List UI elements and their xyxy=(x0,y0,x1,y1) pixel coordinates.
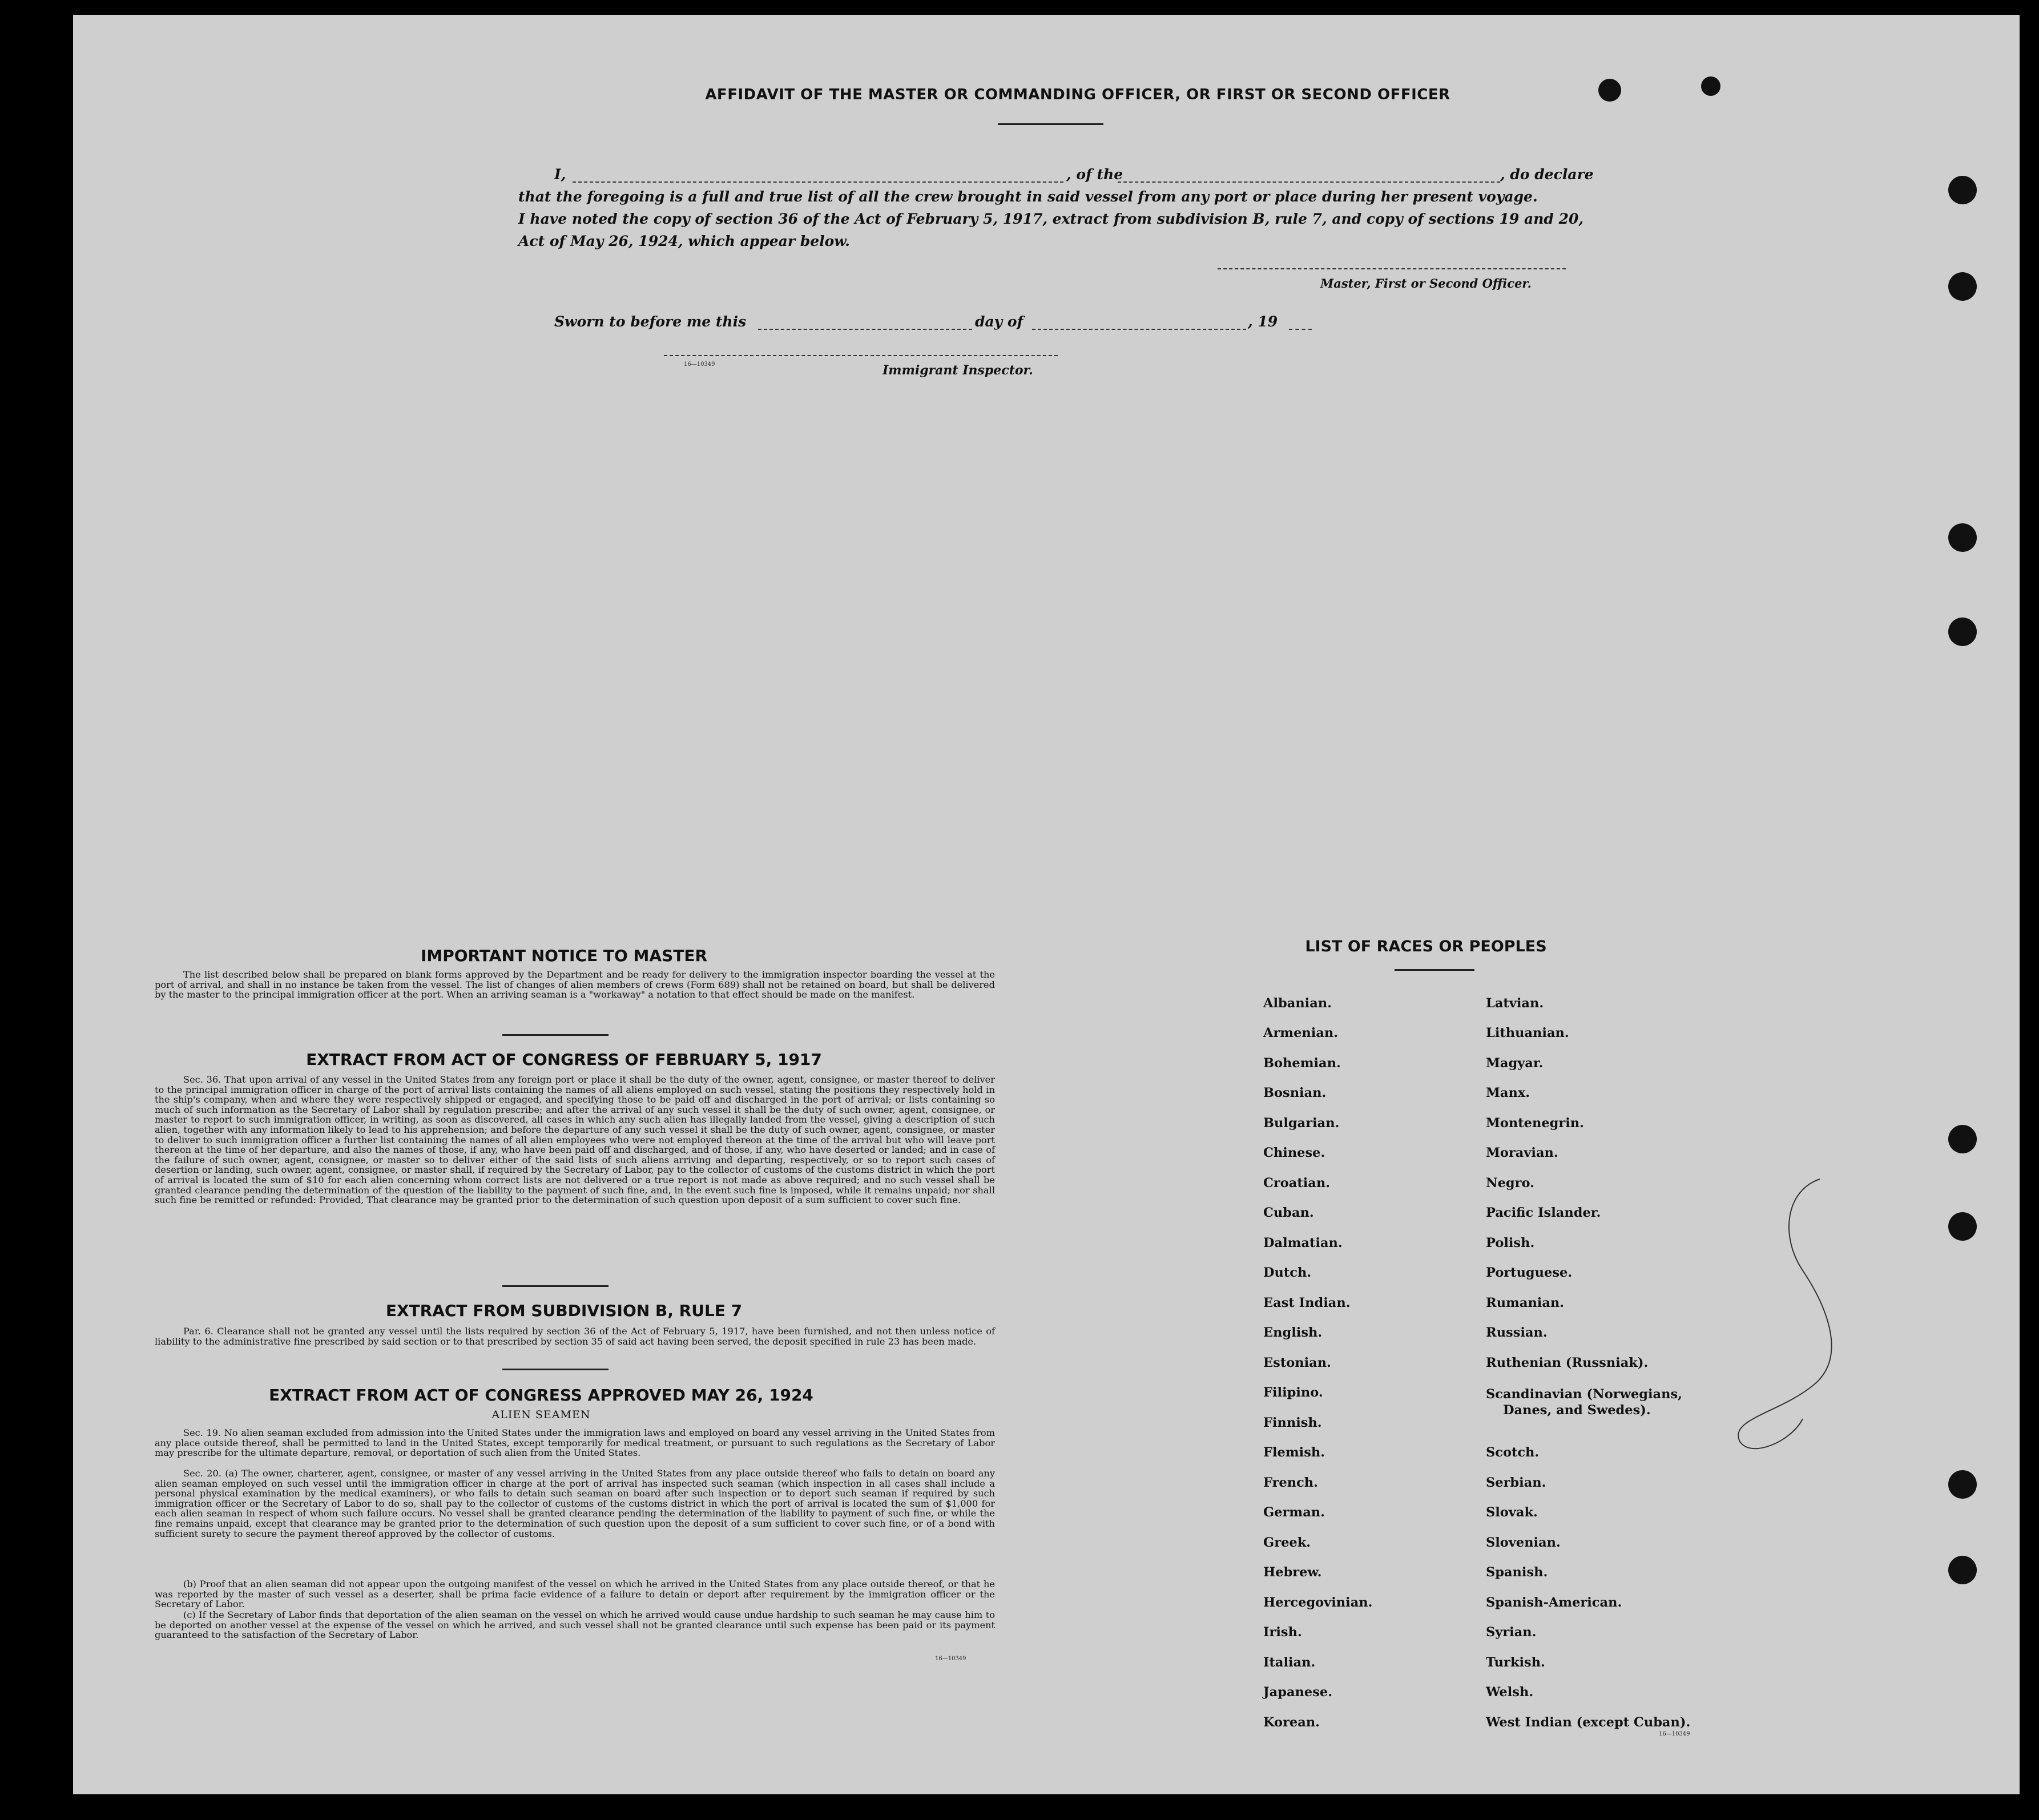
punch-hole xyxy=(1701,76,1720,96)
race-item: Slovak. xyxy=(1486,1505,1538,1520)
extract-1917-title: EXTRACT FROM ACT OF CONGRESS OF FEBRUARY 5, 1917 xyxy=(306,1050,822,1069)
race-item: Scandinavian (Norwegians, xyxy=(1486,1387,1682,1402)
sworn-year-field[interactable] xyxy=(1289,329,1312,330)
race-item: Magyar. xyxy=(1486,1056,1544,1071)
race-item: Hebrew. xyxy=(1263,1565,1322,1580)
race-item: Dalmatian. xyxy=(1263,1236,1343,1250)
race-item: Bohemian. xyxy=(1263,1056,1341,1071)
inspector-label: Immigrant Inspector. xyxy=(883,363,1033,378)
race-item: Montenegrin. xyxy=(1486,1116,1584,1131)
master-signature-line[interactable] xyxy=(1218,268,1566,269)
race-item: Turkish. xyxy=(1486,1655,1545,1670)
race-item: Syrian. xyxy=(1486,1625,1537,1640)
extract-1924-sec19: Sec. 19. No alien seaman excluded from admission into the United States under the immigration laws and employed on board any vessel arriving in the United States from any place outside thereof, shall be permitted to land in the United States, except temporarily for medical treatment, or pursuant to such regulations as the Secretary of Labor may prescribe for the ultimate departure, removal, or deportation of such alien from the United States. xyxy=(155,1427,995,1459)
section-divider xyxy=(502,1285,609,1287)
race-item: Rumanian. xyxy=(1486,1296,1565,1310)
race-item: Scotch. xyxy=(1486,1445,1540,1460)
race-item: Korean. xyxy=(1263,1715,1320,1730)
document-page xyxy=(73,15,2020,1794)
extract-rule7-body: Par. 6. Clearance shall not be granted any vessel until the lists required by section 36 of the Act of February 5, 1917, have been furnished, and not then unless notice of liability to the administrative fine prescribed by said section or to that prescribed by section 35 of said act having been served, the deposit specified in rule 23 has been made. xyxy=(155,1326,995,1347)
title-underline xyxy=(998,123,1103,125)
race-item: Russian. xyxy=(1486,1325,1548,1340)
race-item: Manx. xyxy=(1486,1085,1530,1100)
sworn-prefix: Sworn to before me this xyxy=(554,313,747,330)
race-item: Hercegovinian. xyxy=(1263,1595,1373,1610)
race-item: Spanish. xyxy=(1486,1565,1548,1580)
race-item: Filipino. xyxy=(1263,1385,1323,1400)
extract-1924-subtitle: ALIEN SEAMEN xyxy=(491,1409,591,1421)
extract-1924-title: EXTRACT FROM ACT OF CONGRESS APPROVED MAY 26, 1924 xyxy=(269,1386,813,1405)
race-item: German. xyxy=(1263,1505,1325,1520)
race-item: Spanish-American. xyxy=(1486,1595,1622,1610)
race-item: Latvian. xyxy=(1486,996,1544,1011)
declaration-line-4: Act of May 26, 1924, which appear below. xyxy=(518,233,850,249)
extract-rule7-title: EXTRACT FROM SUBDIVISION B, RULE 7 xyxy=(385,1301,743,1320)
race-item: Pacific Islander. xyxy=(1486,1205,1601,1220)
sworn-day-of: day of xyxy=(975,313,1023,330)
sworn-day-field[interactable] xyxy=(758,329,972,330)
extract-1924-sec20c: (c) If the Secretary of Labor finds that deportation of the alien seaman on the vessel on which he arrived would cause undue hardship to such seaman he may cause him to be deported on another vessel at the expense of the vessel on which he arrived, and such vessel shall not be granted clearance until such expense has been paid or its payment guaranteed to the satisfaction of the Secretary of Labor. xyxy=(155,1609,995,1641)
race-item: Albanian. xyxy=(1263,996,1332,1011)
race-item: Greek. xyxy=(1263,1535,1311,1550)
race-item: Portuguese. xyxy=(1486,1265,1573,1280)
race-item: Irish. xyxy=(1263,1625,1302,1640)
race-item: Serbian. xyxy=(1486,1475,1546,1490)
punch-hole xyxy=(1948,1470,1977,1499)
vessel-name-field[interactable] xyxy=(1118,181,1500,183)
extract-1924-sec20b: (b) Proof that an alien seaman did not appear upon the outgoing manifest of the vessel on which he arrived in the United States from any place outside thereof, or that he was reported by the master of such vessel as a deserter, shall be prima facie evidence of a failure to detain or deport after requirement by the immigration officer or the Secretary of Labor. xyxy=(155,1579,995,1610)
sworn-year: , 19 xyxy=(1248,313,1278,330)
race-item: Italian. xyxy=(1263,1655,1316,1670)
form-number: 16—10349 xyxy=(1659,1731,1690,1737)
race-item: Moravian. xyxy=(1486,1145,1558,1160)
sworn-month-field[interactable] xyxy=(1032,329,1246,330)
punch-hole xyxy=(1948,272,1977,301)
section-divider xyxy=(502,1034,609,1036)
race-item: Estonian. xyxy=(1263,1355,1331,1370)
master-name-field[interactable] xyxy=(573,181,1063,183)
race-item: East Indian. xyxy=(1263,1296,1351,1310)
notice-title: IMPORTANT NOTICE TO MASTER xyxy=(420,946,708,965)
pencil-mark xyxy=(1717,1168,1860,1464)
races-title-underline xyxy=(1395,969,1474,971)
race-item: Chinese. xyxy=(1263,1145,1325,1160)
punch-hole xyxy=(1948,1556,1977,1584)
race-item: Armenian. xyxy=(1263,1026,1339,1040)
punch-hole xyxy=(1948,176,1977,204)
race-item: Dutch. xyxy=(1263,1265,1312,1280)
race-item: Ruthenian (Russniak). xyxy=(1486,1355,1649,1370)
punch-hole xyxy=(1948,618,1977,646)
race-item: West Indian (except Cuban). xyxy=(1486,1715,1691,1730)
race-item: Japanese. xyxy=(1263,1685,1333,1700)
race-item: Welsh. xyxy=(1486,1685,1534,1700)
race-item: Negro. xyxy=(1486,1176,1534,1191)
master-signature-label: Master, First or Second Officer. xyxy=(1320,276,1532,290)
affidavit-title: AFFIDAVIT OF THE MASTER OR COMMANDING OFFICER, OR FIRST OR SECOND OFFICER xyxy=(705,86,1450,103)
race-item: Cuban. xyxy=(1263,1205,1314,1220)
extract-1917-body: Sec. 36. That upon arrival of any vessel in the United States from any foreign port or place it shall be the duty of the owner, agent, consignee, or master thereof to deliver to the principal immigration officer in charge of the port of arrival lists containing the names of all aliens employed on such vessel, stating the positions they respectively hold in the ship's company, when and where they were respectively shipped or engaged, and specifying those to be paid off and discharged in the port of arrival; or lists containing so much of such information as the Secretary of Labor shall by regulation prescribe; and after the arrival of any such vessel it shall be the duty of such owner, agent, consignee, or master to report to such immigration officer, in writing, as soon as discovered, all cases in which any such alien has illegally landed from the vessel, giving a description of such alien, together with any information likely to lead to his apprehension; and before the departure of any such vessel it shall be the duty of such owner, agent, consignee, or master to deliver to such immigration officer a further list containing the names of all alien employees who were not employed thereon at the time of the arrival but who will leave port thereon at the time of her departure, and also the names of those, if any, who have been paid off and discharged, and of those, if any, who have deserted or landed; and in case of the failure of such owner, agent, consignee, or master so to deliver either of the said lists of such aliens arriving and departing, respectively, or so to report such cases of desertion or landing, such owner, agent, consignee, or master shall, if required by the Secretary of Labor, pay to the collector of customs of the customs district in which the port of arrival is located the sum of $10 for each alien concerning whom correct lists are not delivered or a true report is not made as above required; and no such vessel shall be granted clearance pending the determination of the question of the liability to the payment of such fine, and, in the event such fine is imposed, while it remains unpaid; nor shall such fine be remitted or refunded: Provided, That clearance may be granted prior to the determination of such question upon deposit of a sum sufficient to cover such fine. xyxy=(155,1074,995,1206)
declaration-line-2: that the foregoing is a full and true list of all the crew brought in said vessel from any port or place during her present voyage. xyxy=(518,188,1538,205)
race-item: Lithuanian. xyxy=(1486,1026,1569,1040)
declaration-line-3: I have noted the copy of section 36 of the Act of February 5, 1917, extract from subdivision B, rule 7, and copy of sections 19 and 20, xyxy=(518,211,1584,227)
race-item: Slovenian. xyxy=(1486,1535,1561,1550)
punch-hole xyxy=(1598,79,1621,102)
race-item: Polish. xyxy=(1486,1236,1535,1250)
declaration-i: I, xyxy=(554,166,566,183)
punch-hole xyxy=(1948,523,1977,552)
race-item: French. xyxy=(1263,1475,1318,1490)
race-item: English. xyxy=(1263,1325,1323,1340)
form-number: 16—10349 xyxy=(935,1656,966,1662)
race-item: Croatian. xyxy=(1263,1176,1331,1191)
section-divider xyxy=(502,1369,609,1370)
declaration-do-declare: , do declare xyxy=(1500,166,1594,183)
race-item: Bulgarian. xyxy=(1263,1116,1340,1131)
race-item: Flemish. xyxy=(1263,1445,1325,1460)
race-item: Finnish. xyxy=(1263,1415,1322,1430)
declaration-of-the: , of the xyxy=(1066,166,1123,183)
notice-body: The list described below shall be prepared on blank forms approved by the Department and be ready for delivery to the immigration inspector boarding the vessel at the port of arrival, and shall in no instance be taken from the vessel. The list of changes of alien members of crews (Form 689) shall not be retained on board, but shall be delivered by the master to the principal immigration officer at the port. When an arriving seaman is a "workaway" a notation to that effect should be made on the manifest. xyxy=(155,969,995,1000)
races-title: LIST OF RACES OR PEOPLES xyxy=(1305,938,1547,955)
inspector-signature-line[interactable] xyxy=(664,355,1058,356)
race-item: Bosnian. xyxy=(1263,1085,1327,1100)
race-item: Danes, and Swedes). xyxy=(1503,1403,1651,1418)
form-number: 16—10349 xyxy=(684,361,715,368)
punch-hole xyxy=(1948,1125,1977,1153)
extract-1924-sec20a: Sec. 20. (a) The owner, charterer, agent, consignee, or master of any vessel arriving in the United States from any place outside thereof who fails to detain on board any alien seaman employed on such vessel until the immigration officer in charge at the port of arrival has inspected such seaman (which inspection in all cases shall include a personal physical examination by the medical examiners), or who fails to detain such seaman on board after such inspection or to deport such seaman if required by such immigration officer or the Secretary of Labor to do so, shall pay to the collector of customs of the customs district in which the port of arrival is located the sum of $1,000 for each alien seaman in respect of whom such failure occurs. No vessel shall be granted clearance pending the determination of the liability to payment of such fine, or while the fine remains unpaid, except that clearance may be granted prior to the determination of such question upon the deposit of a sum sufficient to cover such fine, or of a bond with sufficient surety to secure the payment thereof approved by the collector of customs. xyxy=(155,1468,995,1539)
punch-hole xyxy=(1948,1212,1977,1241)
